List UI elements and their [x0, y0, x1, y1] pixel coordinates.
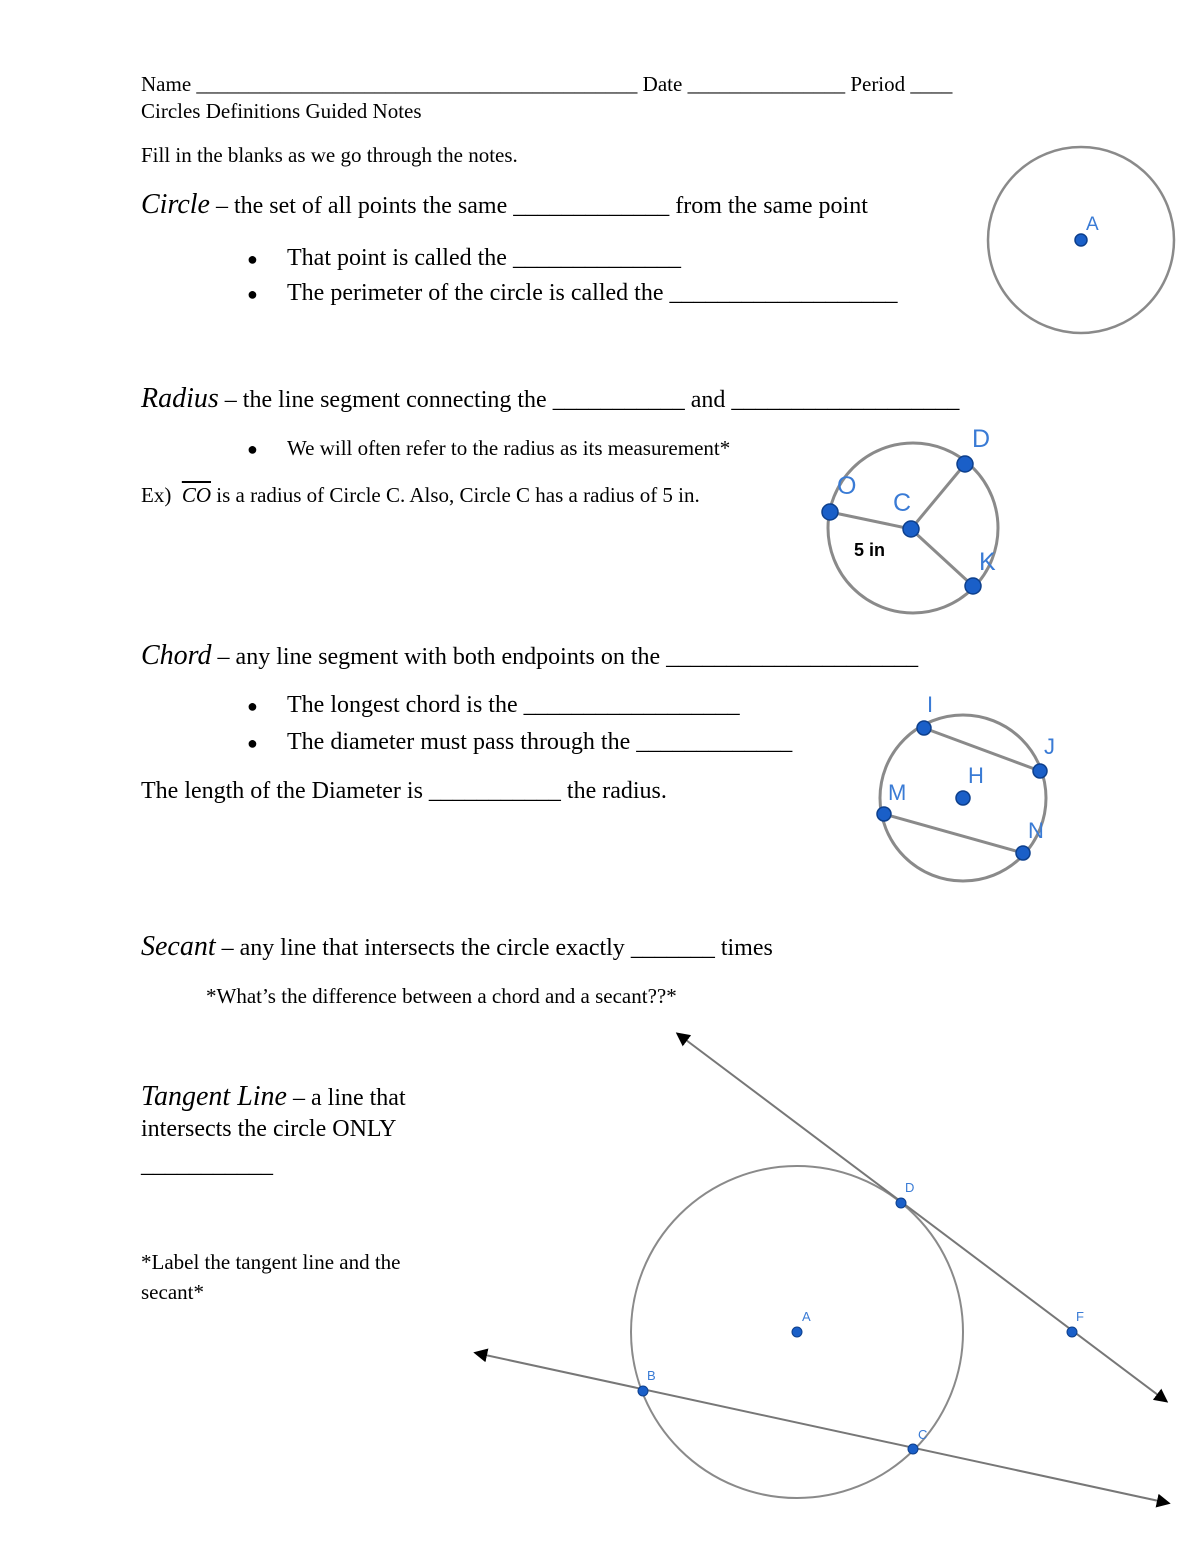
- label-b: B: [647, 1368, 656, 1383]
- label-d: D: [972, 425, 991, 453]
- bullet-icon: ●: [247, 249, 258, 269]
- chord-def-a: – any line segment with both endpoints on the: [217, 644, 661, 670]
- period-blank[interactable]: ____: [910, 72, 953, 96]
- secant-note: *What’s the difference between a chord and a secant??*: [206, 984, 677, 1008]
- tangent-blank[interactable]: ___________: [141, 1152, 273, 1178]
- point-c-secant: [908, 1444, 918, 1454]
- radius-bullet-1-text: We will often refer to the radius as its measurement*: [287, 436, 731, 460]
- circle-bullet-2-text: The perimeter of the circle is called the: [287, 280, 664, 306]
- name-label: Name: [141, 72, 192, 96]
- radius-term: Radius: [141, 383, 219, 414]
- point-f: [1067, 1327, 1077, 1337]
- chord-bullet-1-blank[interactable]: __________________: [523, 692, 740, 718]
- circle-blank-1[interactable]: _____________: [513, 193, 670, 219]
- point-b: [638, 1386, 648, 1396]
- label-c: C: [893, 489, 912, 517]
- radius-measure: 5 in: [854, 540, 886, 560]
- bullet-icon: ●: [247, 439, 258, 459]
- chord-term: Chord: [141, 640, 212, 671]
- bullet-icon: ●: [247, 696, 258, 716]
- point-a-center: [792, 1327, 802, 1337]
- bullet-icon: ●: [247, 733, 258, 753]
- instructions: Fill in the blanks as we go through the notes.: [141, 143, 518, 167]
- chord-bullet-2-blank[interactable]: _____________: [636, 729, 793, 755]
- circle-bullet-2-blank[interactable]: ___________________: [669, 280, 898, 306]
- example-prefix: Ex): [141, 483, 172, 507]
- label-f: F: [1076, 1309, 1084, 1324]
- label-a-center: A: [802, 1309, 811, 1324]
- secant-term: Secant: [141, 931, 216, 962]
- label-d-tangent: D: [905, 1180, 915, 1195]
- radius-blank-1[interactable]: ___________: [552, 387, 685, 413]
- tangent-instruction-line-2: secant*: [141, 1280, 204, 1304]
- tangent-term: Tangent Line: [141, 1081, 287, 1112]
- label-n: N: [1028, 818, 1044, 843]
- circle-term: Circle: [141, 189, 210, 220]
- radius-blank-2[interactable]: ___________________: [731, 387, 960, 413]
- bullet-icon: ●: [247, 284, 258, 304]
- label-h: H: [968, 763, 984, 788]
- date-label: Date: [642, 72, 683, 96]
- example-text: is a radius of Circle C. Also, Circle C has a radius of 5 in.: [216, 483, 700, 507]
- chord-bullet-2-text: The diameter must pass through the: [287, 729, 631, 755]
- secant-blank-1[interactable]: _______: [630, 935, 715, 961]
- radius-and: and: [690, 387, 726, 413]
- circle-def-a: – the set of all points the same: [215, 193, 508, 219]
- label-j: J: [1044, 734, 1055, 759]
- label-a: A: [1086, 214, 1099, 235]
- label-i: I: [927, 692, 934, 717]
- name-blank[interactable]: __________________________________________: [196, 72, 638, 96]
- tangent-line: [678, 1034, 1166, 1401]
- point-d-tangent: [896, 1198, 906, 1208]
- period-label: Period: [850, 72, 906, 96]
- diameter-text-b: the radius.: [566, 778, 667, 804]
- chord-blank-1[interactable]: _____________________: [666, 644, 919, 670]
- page-title: Circles Definitions Guided Notes: [141, 99, 422, 123]
- diameter-blank[interactable]: ___________: [428, 778, 561, 804]
- tangent-instruction-line-1: *Label the tangent line and the: [141, 1250, 401, 1274]
- date-blank[interactable]: _______________: [687, 72, 846, 96]
- secant-line: [476, 1353, 1168, 1503]
- circle-bullet-1-text: That point is called the: [287, 245, 507, 271]
- secant-def-a: – any line that intersects the circle exactly: [221, 935, 625, 961]
- secant-def-b: times: [720, 935, 773, 961]
- radius-def-a: – the line segment connecting the: [224, 387, 547, 413]
- label-m: M: [888, 780, 907, 805]
- label-c-secant: C: [918, 1427, 928, 1442]
- diameter-text-a: The length of the Diameter is: [141, 778, 423, 804]
- tangent-def-line-1: – a line that: [293, 1085, 406, 1111]
- label-k: K: [979, 548, 996, 576]
- label-o: O: [837, 472, 857, 500]
- chord-bullet-1-text: The longest chord is the: [287, 692, 518, 718]
- tangent-def-line-2: intersects the circle ONLY: [141, 1116, 397, 1142]
- circle-def-b: from the same point: [675, 193, 868, 219]
- segment-co: $\overline{CO}$: [181, 483, 212, 507]
- circle-bullet-1-blank[interactable]: ______________: [512, 245, 681, 271]
